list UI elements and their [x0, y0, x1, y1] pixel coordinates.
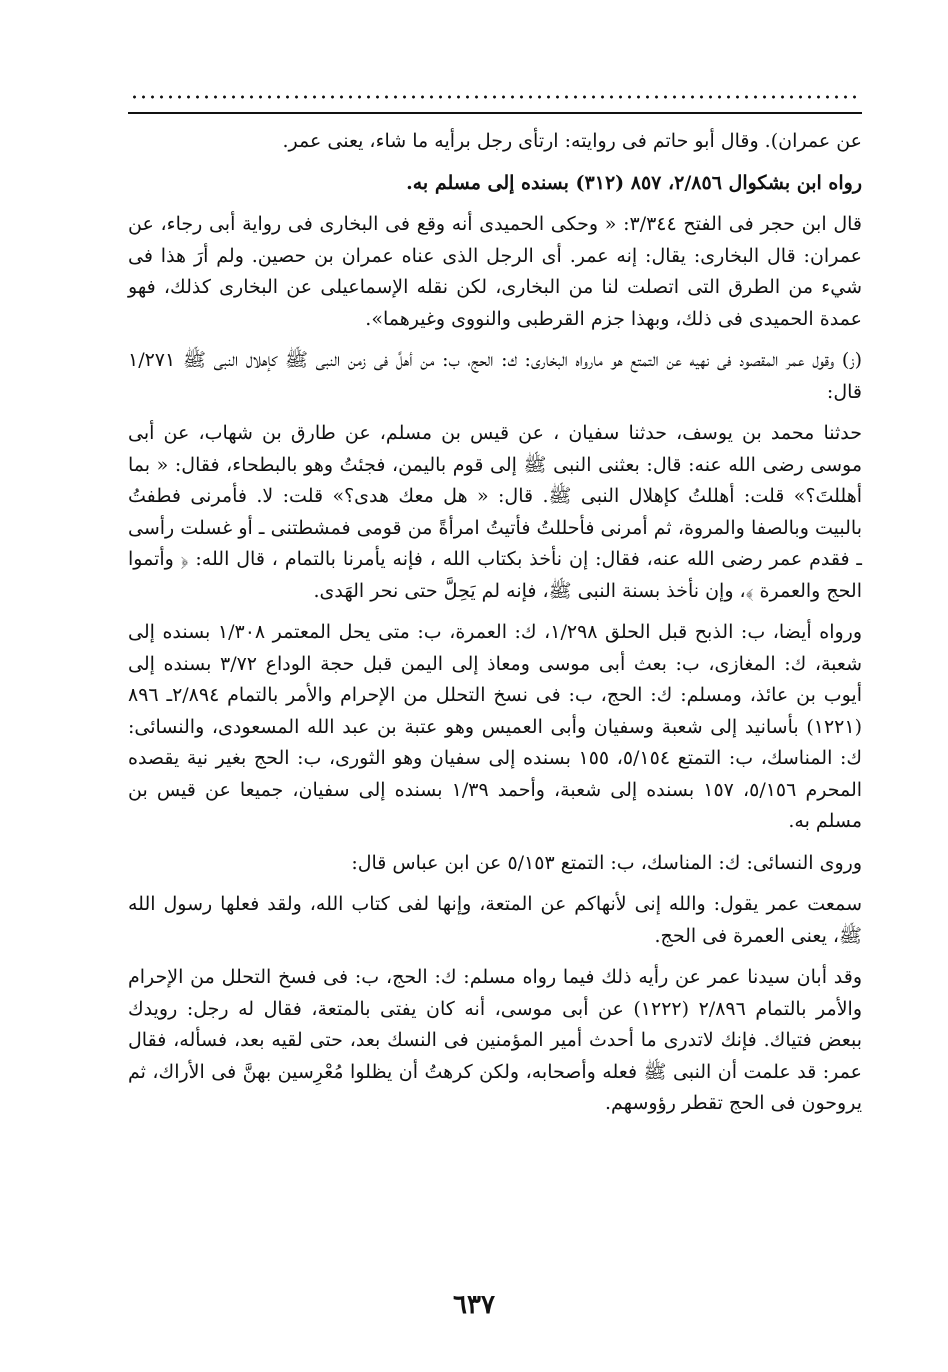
- paragraph: حدثنا محمد بن يوسف، حدثنا سفيان ، عن قيس بن مسلم، عن طارق بن شهاب، عن أبى موسى رضى الله عنه: قال: بعثنى النبى ﷺ إلى قوم باليمن، فجئتُ وهو بالبطحاء، فقال: « بما أهللتَ؟» قلت: أهللتُ كإهلال النبى ﷺ. قال: « هل معك هدى؟» قلت: لا. فأمرنى فطفتُ بالبيت وبالصفا والمروة، ثم أمرنى فأحللتُ فأتيتُ امرأةً من قومى فمشطتنى ـ أو غسلت رأسى ـ فقدم عمر رضى الله عنه، فقال: إن نأخذ بكتاب الله ، فإنه يأمرنا بالتمام ، قال الله: ﴿ وأتموا الحج والعمرة ﴾، وإن نأخذ بسنة النبى ﷺ، فإنه لم يَحِلَّ حتى نحر الهَدى.: [128, 422, 862, 602]
- footnote-rule: [128, 112, 862, 114]
- page-text: [128, 126, 862, 1120]
- paragraph: سمعت عمر يقول: والله إنى لأنهاكم عن المتعة، وإنها لفى كتاب الله، ولقد فعلها رسول الله ﷺ، يعنى العمرة فى الحج.: [128, 893, 862, 947]
- paragraph: وقد أبان سيدنا عمر عن رأيه ذلك فيما رواه مسلم: ك: الحج، ب: فى فسخ التحلل من الإحرام والأمر بالتمام ٢/٨٩٦ (١٢٢٢) عن أبى موسى، أنه كان يفتى بالمتعة، فقال له رجل: رويدك ببعض فتياك. فإنك لاتدرى ما أحدث أمير المؤمنين فى النسك بعد، حتى لقيه بعد، فسأله، فقال عمر: قد علمت أن النبى ﷺ فعله وأصحابه، ولكن كرهتُ أن يظلوا مُعْرِسين بهنَّ فى الأراك، ثم يروحون فى الحج تقطر رؤوسهم.: [128, 966, 863, 1114]
- paragraph: قال ابن حجر فى الفتح ٣/٣٤٤: « وحكى الحميدى أنه وقع فى البخارى فى رواية أبى رجاء، عن عمران: قال البخارى: يقال: إنه عمر. أى الرجل الذى عناه عمران بن حصين. ولم أرَ هذا فى شيء من الطرق التى اتصلت لنا من البخارى، لكن نقله الإسماعيلى عن البخارى كذلك، فهو عمدة الحميدى فى ذلك، وبهذا جزم القرطبى والنووى وغيرهما».: [128, 213, 862, 330]
- dotted-separator: [130, 95, 860, 99]
- paragraph: وروى النسائى: ك: المناسك، ب: التمتع ٥/١٥٣ عن ابن عباس قال:: [351, 851, 862, 874]
- paragraph: (ز) وقول عمر المقصود فى نهيه عن التمتع هو مارواه البخارى: ك: الحج، ب: من أهلَّ فى زمن النبى ﷺ كإهلال النبى ﷺ ١/٢٧١ قال:: [128, 349, 862, 403]
- paragraph: ورواه أيضا، ب: الذبح قبل الحلق ١/٢٩٨، ك: العمرة، ب: متى يحل المعتمر ١/٣٠٨ بسنده إلى شعبة، ك: المغازى، ب: بعث أبى موسى ومعاذ إلى اليمن قبل حجة الوداع ٣/٧٢ بسنده إلى أيوب بن عائذ، ومسلم: ك: الحج، ب: فى نسخ التحلل من الإحرام والأمر بالتمام ٢/٨٩٤ـ ٨٩٦ (١٢٢١) بأسانيد إلى شعبة وسفيان وأبى العميس وهو عتبة بن عبد الله المسعودى، والنسائى: ك: المناسك، ب: التمتع ٥/١٥٤، ١٥٥ بسنده إلى سفيان وهو الثورى، ب: الحج بغير نية يقصده المحرم ٥/١٥٦، ١٥٧ بسنده إلى شعبة، وأحمد ١/٣٩ بسنده إلى سفيان، جميعا عن قيس بن مسلم به.: [128, 621, 863, 832]
- page-number: ٦٣٧: [453, 1290, 495, 1320]
- paragraph: عن عمران). وقال أبو حاتم فى روايته: ارتأى رجل برأيه ما شاء، يعنى عمر.: [282, 130, 862, 152]
- paragraph: رواه ابن بشكوال ٢/٨٥٦، ٨٥٧ (٣١٢) بسنده إلى مسلم به.: [406, 171, 862, 194]
